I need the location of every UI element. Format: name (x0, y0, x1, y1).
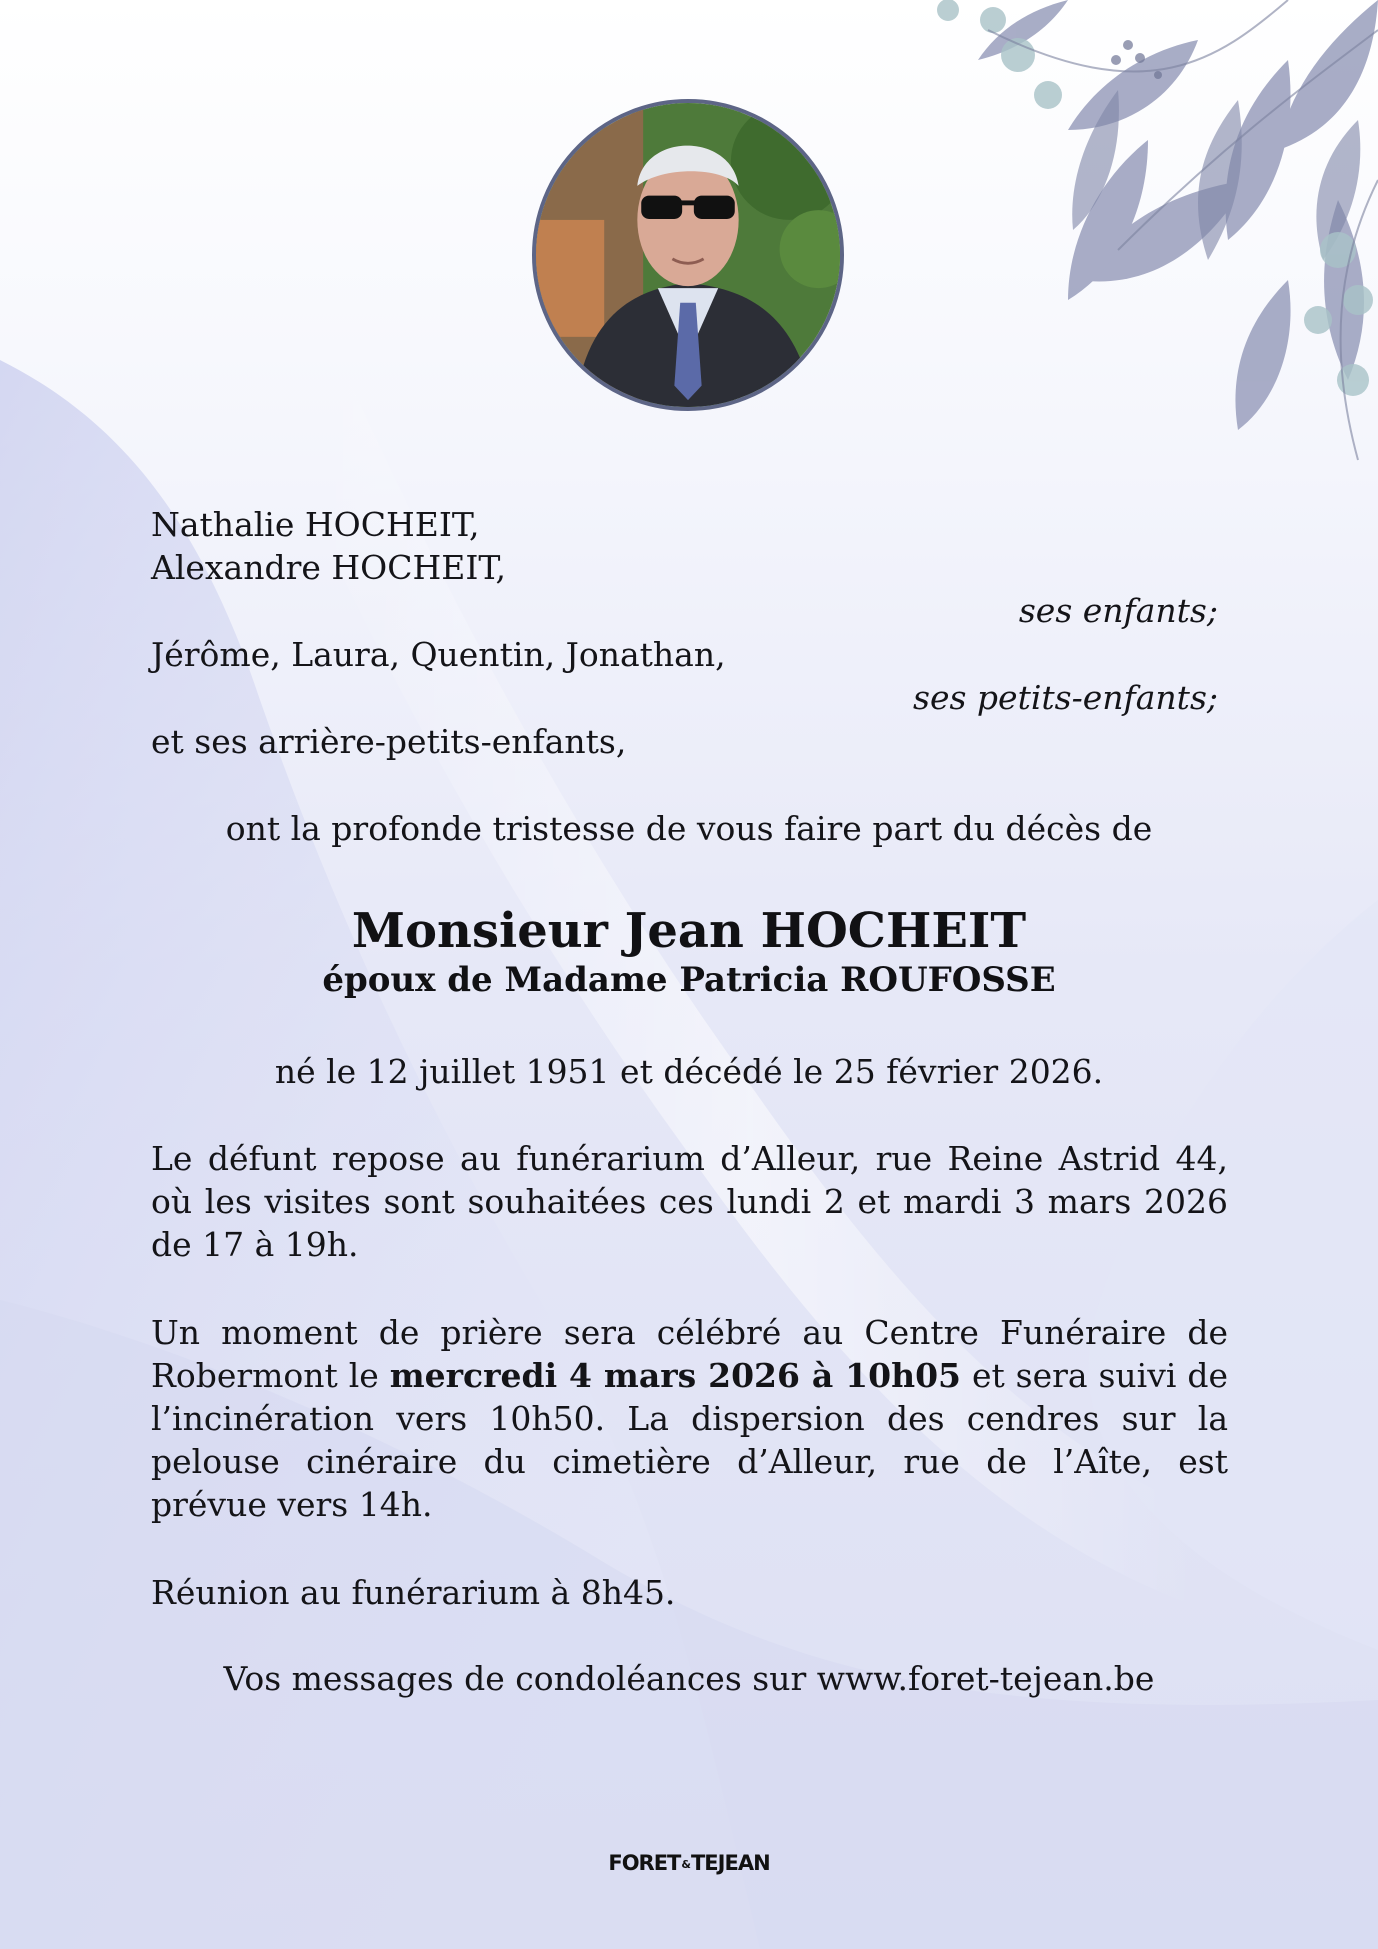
portrait-photo (532, 99, 844, 411)
leaf-1 (1278, 0, 1378, 150)
portrait-illustration (536, 103, 840, 407)
great-grandchildren: et ses arrière-petits-enfants, (151, 722, 627, 761)
ceremony-line-2 (151, 1354, 1228, 1397)
deceased-name: Monsieur Jean HOCHEIT (351, 903, 1027, 959)
leaves-decoration (818, 0, 1378, 480)
child-name-2: Alexandre HOCHEIT, (151, 548, 507, 587)
announcement-text: ont la profonde tristesse de vous faire part du décès de (225, 809, 1153, 848)
ceremony-date-time: mercredi 4 mars 2026 à 10h05 (389, 1356, 962, 1395)
ceremony-line-4: pelouse cinéraire du cimetière d’Alleur, rue de l’Aîte, est (151, 1442, 1228, 1481)
ceremony-line-3: l’incinération vers 10h50. La dispersion des cendres sur la (151, 1399, 1228, 1438)
visitation-paragraph (151, 1137, 1228, 1266)
child-name-1: Nathalie HOCHEIT, (151, 505, 480, 544)
grandchildren-role: ses petits-enfants; (913, 678, 1218, 717)
birth-death-dates: né le 12 juillet 1951 et décédé le 25 février 2026. (274, 1052, 1104, 1091)
grandchildren-names: Jérôme, Laura, Quentin, Jonathan, (151, 635, 726, 674)
ceremony-line-2-end: et sera suivi de (971, 1356, 1228, 1395)
ceremony-paragraph (151, 1311, 1228, 1526)
visitation-line-1: Le défunt repose au funérarium d’Alleur, rue Reine Astrid 44, (151, 1139, 1228, 1178)
spouse-line: époux de Madame Patricia ROUFOSSE (322, 960, 1056, 1000)
visitation-line-3: de 17 à 19h. (151, 1225, 359, 1264)
logo-part-1: FORET (608, 1851, 681, 1875)
meeting-text: Réunion au funérarium à 8h45. (151, 1573, 676, 1612)
logo-part-2: TEJEAN (690, 1851, 770, 1875)
ceremony-line-1: Un moment de prière sera célébré au Centre Funéraire de (151, 1313, 1228, 1352)
ceremony-line-2-start: Robermont le (151, 1356, 379, 1395)
ceremony-line-5: prévue vers 14h. (151, 1485, 433, 1524)
leaf-7 (1235, 280, 1290, 430)
logo-ampersand: & (681, 1857, 690, 1871)
funeral-home-logo (0, 1851, 1378, 1875)
visitation-line-2: où les visites sont souhaitées ces lundi 2 et mardi 3 mars 2026 (151, 1182, 1228, 1221)
condolences-text[interactable]: Vos messages de condoléances sur www.foret-tejean.be (223, 1659, 1155, 1698)
children-role: ses enfants; (1018, 591, 1218, 630)
leaf-5 (1068, 40, 1198, 130)
